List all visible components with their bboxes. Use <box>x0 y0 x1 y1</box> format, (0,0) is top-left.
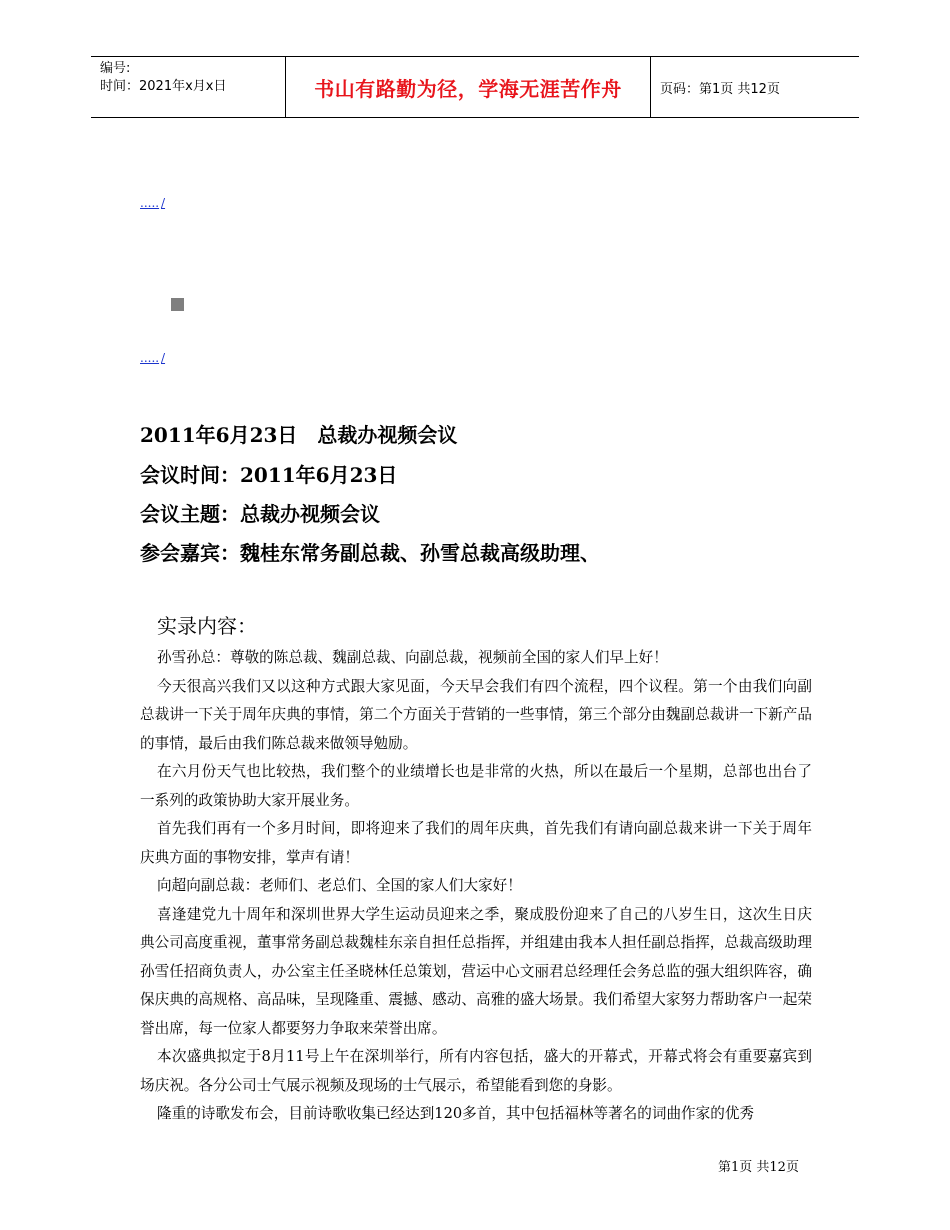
number-label: 编号: <box>100 61 131 76</box>
meeting-guests: 参会嘉宾：魏桂东常务副总裁、孙雪总裁高级助理、 <box>140 541 600 565</box>
meeting-topic: 会议主题：总裁办视频会议 <box>140 502 380 526</box>
meeting-title: 2011年6月23日 总裁办视频会议 <box>140 423 458 447</box>
link-2[interactable]: ..... <box>140 351 160 365</box>
header-motto: 书山有路勤为径，学海无涯苦作舟 <box>286 57 651 117</box>
link-1[interactable]: ..... <box>140 196 160 210</box>
page-header <box>91 56 859 118</box>
paragraph: 孙雪孙总：尊敬的陈总裁、魏副总裁、向副总裁，视频前全国的家人们早上好！ <box>157 649 668 666</box>
paragraph: 本次盛典拟定于8月11号上午在深圳举行，所有内容包括，盛大的开幕式，开幕式将会有重要嘉宾到场庆祝。各分公司士气展示视频及现场的士气展示，希望能看到您的身影。 <box>140 1048 812 1094</box>
paragraph: 今天很高兴我们又以这种方式跟大家见面，今天早会我们有四个流程，四个议程。第一个由我们向副总裁讲一下关于周年庆典的事情，第二个方面关于营销的一些事情，第三个部分由魏副总裁讲一下新产品的事情，最后由我们陈总裁来做领导勉励。 <box>140 677 812 752</box>
link-2-slash[interactable]: / <box>161 351 166 365</box>
meeting-time: 会议时间：2011年6月23日 <box>140 463 398 487</box>
paragraph: 向超向副总裁：老师们、老总们、全国的家人们大家好！ <box>157 877 522 894</box>
page-footer: 第1页 共12页 <box>718 1160 799 1175</box>
paragraph: 在六月份天气也比较热，我们整个的业绩增长也是非常的火热，所以在最后一个星期，总部也出台了一系列的政策协助大家开展业务。 <box>140 763 812 809</box>
header-page-label: 页码：第1页 共12页 <box>660 81 780 97</box>
link-1-slash[interactable]: / <box>161 196 166 210</box>
paragraph: 首先我们再有一个多月时间，即将迎来了我们的周年庆典，首先我们有请向副总裁来讲一下关于周年庆典方面的事物安排，掌声有请！ <box>140 820 812 866</box>
section-title: 实录内容： <box>157 614 257 638</box>
image-placeholder-icon <box>171 298 184 311</box>
transcript-body <box>140 644 812 1129</box>
header-meta <box>91 57 286 117</box>
time-label: 时间：2021年x月x日 <box>100 79 227 94</box>
paragraph: 喜逢建党九十周年和深圳世界大学生运动员迎来之季，聚成股份迎来了自己的八岁生日，这次生日庆典公司高度重视，董事常务副总裁魏桂东亲自担任总指挥，并组建由我本人担任副总指挥，总裁高级助理孙雪任招商负责人，办公室主任圣晓林任总策划，营运中心文丽君总经理任会务总监的强大组织阵容，确保庆典的高规格、高品味，呈现隆重、震撼、感动、高雅的盛大场景。我们希望大家努力帮助客户一起荣誉出席，每一位家人都要努力争取来荣誉出席。 <box>140 905 812 1037</box>
paragraph: 隆重的诗歌发布会，目前诗歌收集已经达到120多首，其中包括福林等著名的词曲作家的优秀 <box>157 1105 755 1122</box>
